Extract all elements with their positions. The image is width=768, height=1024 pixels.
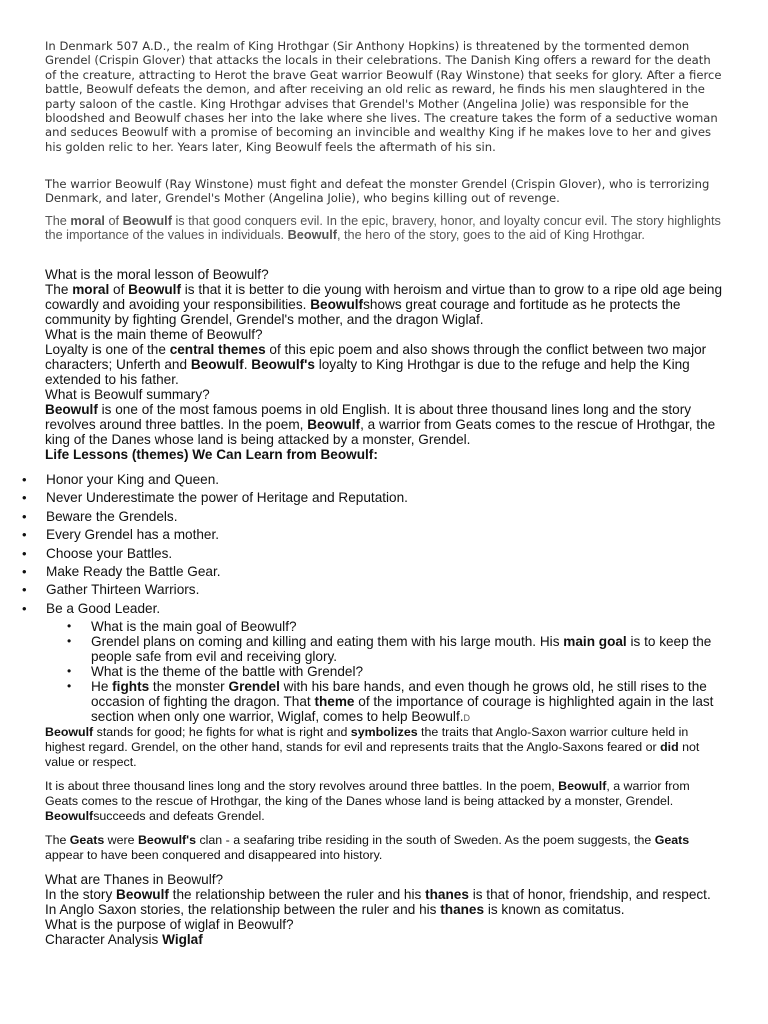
battles-paragraph: It is about three thousand lines long and the story revolves around three battles. In the poem, Beowulf, a warrior from Geats comes to the rescue of Hrothgar, the king of the Danes whose land is being attacked by a monster, Grendel. Beowulfsucceeds and defeats Grendel. <box>45 779 690 823</box>
list-item: • Be a Good Leader. <box>22 600 722 618</box>
question-moral-lesson: What is the moral lesson of Beowulf? <box>45 267 269 282</box>
answer-summary: Beowulf is one of the most famous poems in old English. It is about three thousand lines long and the story revolves around three battles. In the poem, Beowulf, a warrior from Geats comes to the rescue of Hrothgar, the king of the Danes whose land is being attacked by a monster, Grendel. <box>45 402 716 447</box>
qa-block-thanes <box>45 872 725 947</box>
answer-wiglaf: Character Analysis Wiglaf <box>45 932 203 947</box>
lessons-heading: Life Lessons (themes) We Can Learn from Beowulf: <box>45 447 378 462</box>
lessons-list <box>22 471 722 618</box>
list-item: • He fights the monster Grendel with his bare hands, and even though he grows old, he still rises to the occasion of fighting the dragon. That theme of the importance of courage is highlighted again in the last section when only one warrior, Wiglaf, comes to help Beowulf.D <box>67 679 727 726</box>
symbolism-paragraph: Beowulf stands for good; he fights for what is right and symbolizes the traits that Anglo-Saxon warrior culture held in highest regard. Grendel, on the other hand, stands for evil and represents traits that the Anglo-Saxons feared or did not value or respect. <box>45 725 700 769</box>
sub-questions-list <box>67 619 727 726</box>
list-item: • Beware the Grendels. <box>22 508 722 526</box>
qa-block <box>45 267 725 462</box>
list-item: • Never Underestimate the power of Heritage and Reputation. <box>22 489 722 507</box>
geats-paragraph: The Geats were Beowulf's clan - a seafaring tribe residing in the south of Sweden. As the poem suggests, the Geats appear to have been conquered and disappeared into history. <box>45 833 690 862</box>
moral-summary-paragraph: The moral of Beowulf is that good conquers evil. In the epic, bravery, honor, and loyalty concur evil. The story highlights the importance of the values in individuals. Beowulf, the hero of the story, goes to the aid of King Hrothgar. <box>45 214 721 243</box>
answer-main-theme: Loyalty is one of the central themes of this epic poem and also shows through the conflict between two major characters; Unferth and Beowulf. Beowulf's loyalty to King Hrothgar is due to the refuge and help the King extended to his father. <box>45 342 707 387</box>
question-main-theme: What is the main theme of Beowulf? <box>45 327 263 342</box>
plot-summary-paragraph: In Denmark 507 A.D., the realm of King Hrothgar (Sir Anthony Hopkins) is threatened by the tormented demon Grendel (Crispin Glover) that attacks the locals in their celebrations. The Danish King offers a reward for the death of the creature, attracting to Herot the brave Geat warrior Beowulf (Ray Winstone) that seeks for glory. After a fierce battle, Beowulf defeats the demon, and after receiving an old relic as reward, he finds his men slaughtered in the party saloon of the castle. King Hrothgar advises that Grendel's Mother (Angelina Jolie) was responsible for the bloodshed and Beowulf chases her into the lake where she lives. The creature takes the form of a seductive woman and seduces Beowulf with a promise of becoming an invincible and wealthy King if he makes love to her and gives his golden relic to her. Years later, King Beowulf feels the aftermath of his sin. <box>45 39 722 154</box>
answer-thanes: In the story Beowulf the relationship between the ruler and his thanes is that of honor, friendship, and respect. In Anglo Saxon stories, the relationship between the ruler and his thanes is known as comitatus. <box>45 887 711 917</box>
list-item: • Choose your Battles. <box>22 545 722 563</box>
list-item: • Gather Thirteen Warriors. <box>22 581 722 599</box>
list-item: • Grendel plans on coming and killing and eating them with his large mouth. His main goal is to keep the people safe from evil and receiving glory. <box>67 634 727 664</box>
answer-moral-lesson: The moral of Beowulf is that it is better to die young with heroism and virtue than to grow to a ripe old age being cowardly and avoiding your responsibilities. Beowulfshows great courage and fortitude as he protects the community by fighting Grendel, Grendel's mother, and the dragon Wiglaf. <box>45 282 723 327</box>
question-thanes: What are Thanes in Beowulf? <box>45 872 224 887</box>
list-item: • Honor your King and Queen. <box>22 471 722 489</box>
list-item: • What is the main goal of Beowulf? <box>67 619 727 634</box>
question-summary: What is Beowulf summary? <box>45 387 210 402</box>
synopsis-paragraph: The warrior Beowulf (Ray Winstone) must fight and defeat the monster Grendel (Crispin Glover), who is terrorizing Denmark, and later, Grendel's Mother (Angelina Jolie), who begins killing out of revenge. <box>45 177 710 206</box>
list-item: • Every Grendel has a mother. <box>22 526 722 544</box>
inline-marker: D <box>463 713 471 723</box>
list-item: • What is the theme of the battle with Grendel? <box>67 664 727 679</box>
list-item: • Make Ready the Battle Gear. <box>22 563 722 581</box>
question-wiglaf: What is the purpose of wiglaf in Beowulf? <box>45 917 294 932</box>
